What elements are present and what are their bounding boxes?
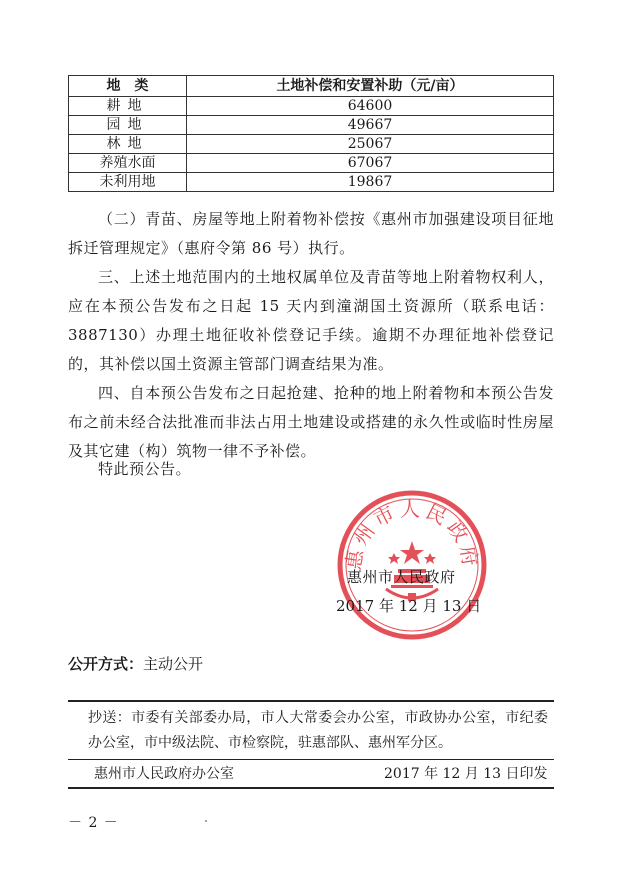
disclosure-label: 公开方式： xyxy=(68,655,144,673)
scan-speck xyxy=(205,820,207,822)
disclosure-value: 主动公开 xyxy=(143,655,204,673)
divider-top xyxy=(68,700,554,702)
table-row xyxy=(69,97,554,116)
paragraph-no-compensation: 四、自本预公告发布之日起抢建、抢种的地上附着物和本预公告发布之前未经合法批准而非法占用土地建设或搭建的永久性或临时性房屋及其它建（构）筑物一律不予补偿。 xyxy=(68,384,554,460)
amount-cell: 64600 xyxy=(187,97,554,116)
table-row xyxy=(69,154,554,173)
paragraph-seedling-compensation: （二）青苗、房屋等地上附着物补偿按《惠州市加强建设项目征地拆迁管理规定》（惠府令第 86 号）执行。 xyxy=(68,210,554,257)
signing-date: 2017 年 12 月 13 日 xyxy=(336,597,482,615)
amount-cell: 49667 xyxy=(187,116,554,135)
signing-organization: 惠州市人民政府 xyxy=(347,568,456,586)
paragraph-closing: 特此预公告。 xyxy=(98,460,192,478)
cc-list: 抄送：市委有关部委办局，市人大常委会办公室，市政协办公室，市纪委办公室，市中级法院、市检察院，驻惠部队、惠州军分区。 xyxy=(88,710,548,751)
paragraph-registration: 三、上述土地范围内的土地权属单位及青苗等地上附着物权利人，应在本预公告发布之日起 15 天内到潼湖国土资源所（联系电话：3887130）办理土地征收补偿登记手续。逾期不办理征地补偿登记的，其补偿以国土资源主管部门调查结果为准。 xyxy=(68,268,554,373)
header-compensation: 土地补偿和安置补助（元/亩） xyxy=(187,76,554,97)
compensation-table xyxy=(68,75,554,192)
svg-text:惠州市人民政府: 惠州市人民政府 xyxy=(340,496,484,572)
page-number: － 2 － xyxy=(68,815,119,831)
amount-cell: 19867 xyxy=(187,173,554,192)
land-type-cell: 未利用地 xyxy=(69,173,187,192)
official-seal xyxy=(336,489,488,641)
divider-middle xyxy=(68,759,554,760)
land-type-cell: 园地 xyxy=(69,116,187,135)
amount-cell: 67067 xyxy=(187,154,554,173)
land-type-cell: 养殖水面 xyxy=(69,154,187,173)
disclosure-method xyxy=(68,653,203,675)
issuing-office: 惠州市人民政府办公室 xyxy=(94,766,234,782)
divider-bottom xyxy=(68,787,554,789)
table-row xyxy=(69,135,554,154)
table-row xyxy=(69,116,554,135)
header-land-type: 地 类 xyxy=(69,76,187,97)
table-row xyxy=(69,173,554,192)
issue-date: 2017 年 12 月 13 日印发 xyxy=(384,766,548,782)
land-type-cell: 耕地 xyxy=(69,97,187,116)
table-header-row xyxy=(69,76,554,97)
amount-cell: 25067 xyxy=(187,135,554,154)
land-type-cell: 林地 xyxy=(69,135,187,154)
